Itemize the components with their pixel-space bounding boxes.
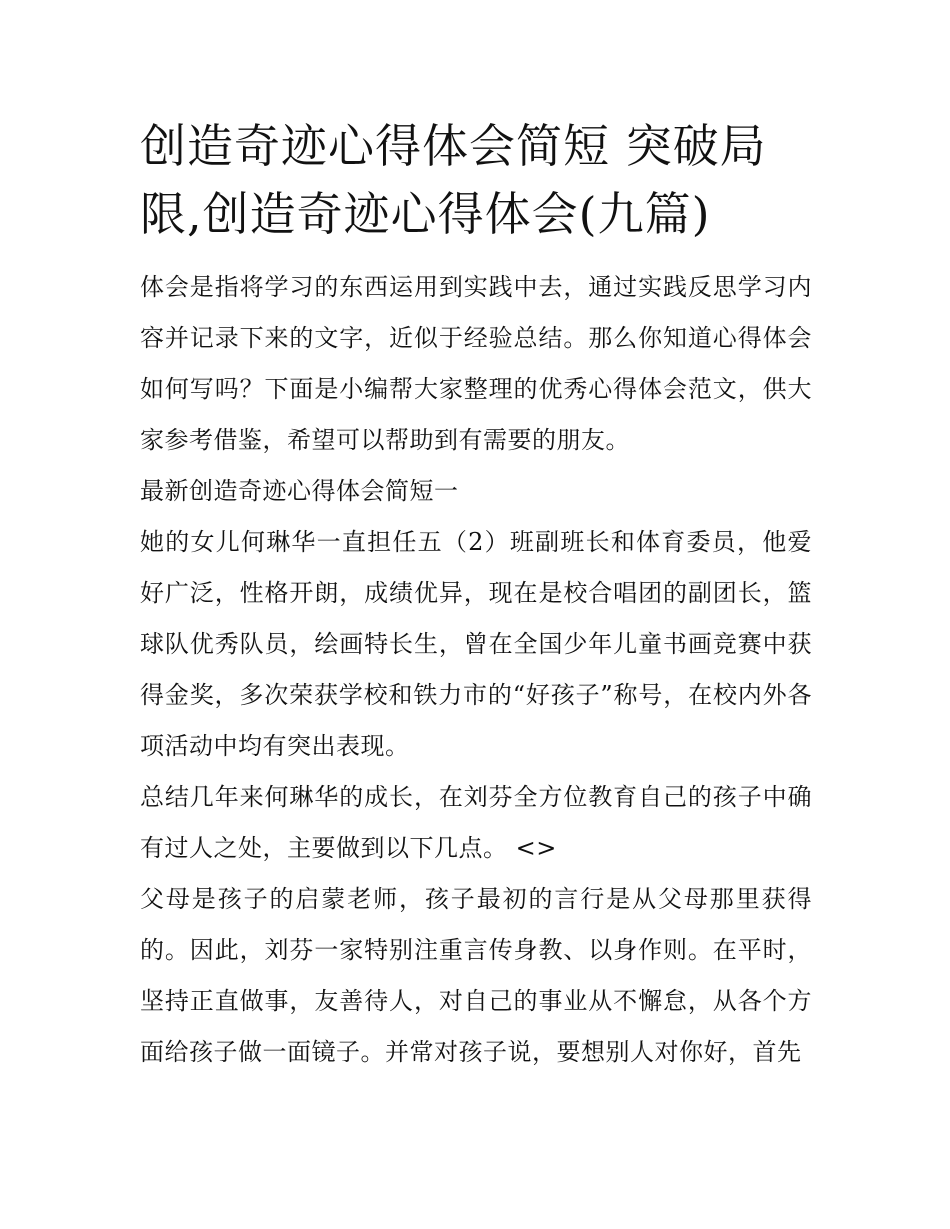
body-paragraph: 父母是孩子的启蒙老师，孩子最初的言行是从父母那里获得的。因此，刘芬一家特别注重言传身教、以身作则。在平时，坚持正直做事，友善待人，对自己的事业从不懈怠，从各个方面给孩子做一面镜子。并常对孩子说，要想别人对你好，首先 (140, 885, 812, 1066)
section-heading: 最新创造奇迹心得体会简短一 (140, 477, 459, 505)
intro-paragraph: 体会是指将学习的东西运用到实践中去，通过实践反思学习内容并记录下来的文字，近似于经验总结。那么你知道心得体会如何写吗？下面是小编帮大家整理的优秀心得体会范文，供大家参考借鉴，希望可以帮助到有需要的朋友。 (140, 273, 812, 454)
body-paragraph: 总结几年来何琳华的成长，在刘芬全方位教育自己的孩子中确有过人之处，主要做到以下几点。 <> (140, 783, 812, 862)
document-title: 创造奇迹心得体会简短 突破局限,创造奇迹心得体会(九篇) (140, 119, 767, 241)
document-page (140, 112, 812, 1078)
body-paragraph: 她的女儿何琳华一直担任五（2）班副班长和体育委员，他爱好广泛，性格开朗，成绩优异，现在是校合唱团的副团长，篮球队优秀队员，绘画特长生，曾在全国少年儿童书画竞赛中获得金奖，多次荣获学校和铁力市的“好孩子”称号，在校内外各项活动中均有突出表现。 (140, 528, 812, 760)
